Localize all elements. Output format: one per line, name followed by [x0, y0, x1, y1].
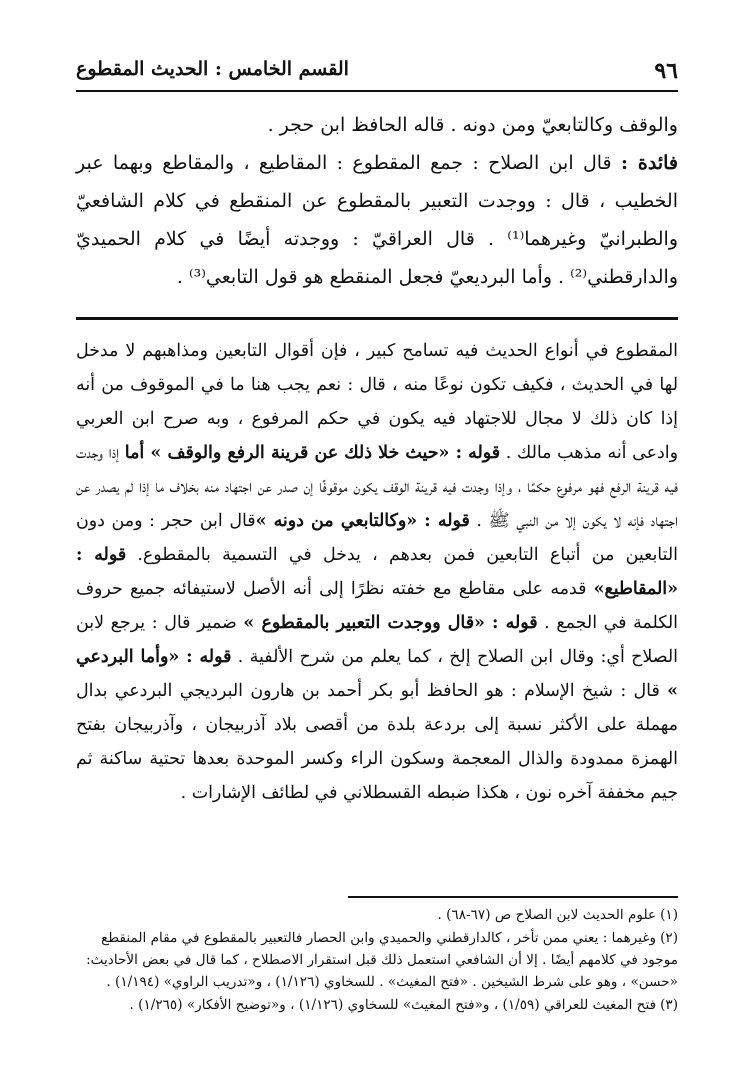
commentary-text: قدمه على مقاطع مع خفته نظرًا إلى أنه الأصل لاستيفائه جميع حروف الكلمة في الجمع . — [76, 579, 678, 633]
quoted-phrase: قوله : «وكالتابعي من دونه » — [255, 511, 470, 531]
footnotes — [76, 904, 678, 1016]
main-text — [76, 106, 678, 296]
section-divider — [76, 317, 678, 320]
commentary-paragraph — [76, 334, 678, 810]
commentary-text: المقطوع في أنواع الحديث فيه تسامح كبير ، فإن أقوال التابعين ومذاهبهم لا مدخل لها في الحديث ، فكيف تكون نوعًا منه ، قال : نعم يجب هنا ما في الموقوف من أنه إذا كان ذلك لا مجال للاجتهاد فيه يكون في حكم المرفوع ، وبه صرح ابن العربي وادعى أنه مذهب مالك . — [76, 341, 679, 463]
footnote-divider — [348, 896, 678, 898]
footnote-number: (٣) — [660, 997, 678, 1013]
running-title: القسم الخامس : الحديث المقطوع — [76, 58, 349, 80]
quoted-phrase: قوله : «قال ووجدت التعبير بالمقطوع » — [243, 613, 538, 633]
footnote-text: فتح المغيث للعراقي (١/٥٩) ، و«فتح المغيث» للسخاوي (١/١٢٦) ، و«توضيح الأفكار» (١/٢٦٥) . — [129, 997, 657, 1013]
page-number: ٩٦ — [654, 58, 678, 84]
footnote-text: علوم الحديث لابن الصلاح ص (٦٧-٦٨) . — [437, 907, 657, 923]
footnote-text: وغيرهما : يعني ممن تأخر ، كالدارقطني والحميدي وابن الحصار فالتعبير بالمقطوع في مقام المنقطع موجود في كلامهم أيضًا . إلا أن الشافعي استعمل ذلك قبل استقرار الاصطلاح ، كما قال في بعض الأحاديث: «حسن» ، وهو على شرط الشيخين . «فتح المغيث» . للسخاوي (١/١٢٦) ، و«تدريب الراوي» (١/١٩٤) . — [86, 930, 678, 990]
faida-label: فائدة : — [620, 152, 679, 174]
footnote — [76, 927, 678, 993]
commentary-text: قال : شيخ الإسلام : هو الحافظ أبو بكر أحمد بن هارون البرديجي البردعي بدال مهملة على الأكثر نسبة إلى بردعة بلدة من أقصى بلاد آذربيجان ، وآذربيجان بفتح الهمزة ممدودة والذال المعجمة وسكون الراء وكسر الموحدة بعدها تحتية ساكنة ثم جيم مخففة آخره نون ، هكذا ضبطه القسطلاني في لطائف الإشارات . — [76, 681, 678, 803]
footnote — [76, 904, 678, 926]
running-header — [76, 56, 678, 92]
faida-text: قال ابن الصلاح : جمع المقطوع : المقاطيع ، والمقاطع وبهما عبر الخطيب ، قال : ووجدت التعبير بالمقطوع عن المنقطع في كلام الشافعيّ والطبرانيّ وغيرهما⁽¹⁾ . قال العراقيّ : ووجدته أيضًا في كلام الحميديّ والدارقطني⁽²⁾ . وأما البرديعيّ فجعل المنقطع هو قول التابعي⁽³⁾ . — [76, 152, 679, 288]
commentary-text: إذا وجدت فيه قرينة الرفع فهو مرفوع حكمًا ، وإذا وجدت فيه قرينة الوقف يكون موقوفًا إن صدر عن اجتهاد منه بخلاف ما إذا لم يصدر عن اجتهاد فإنه لا يكون إلا من النبي ﷺ . — [76, 443, 678, 531]
quoted-phrase: قوله : «حيث خلا ذلك عن قرينة الرفع والوقف » أما — [124, 443, 501, 463]
main-paragraph — [76, 144, 678, 296]
main-paragraph: والوقف وكالتابعيّ ومن دونه . قاله الحافظ ابن حجر . — [267, 114, 678, 136]
quoted-phrase: قوله : «المقاطيع» — [76, 545, 678, 599]
commentary-text: ضمير قال : يرجع لابن الصلاح أي: وقال ابن الصلاح إلخ ، كما يعلم من شرح الألفية . — [76, 613, 678, 667]
footnote-number: (١) — [660, 907, 678, 923]
commentary-text: قال ابن حجر : ومن دون التابعين من أتباع التابعين فمن بعدهم ، يدخل في التسمية بالمقطوع. — [76, 511, 678, 565]
commentary-block — [76, 334, 678, 810]
footnote-number: (٢) — [660, 930, 678, 946]
quoted-phrase: قوله : «وأما البردعي » — [76, 647, 678, 701]
footnote — [76, 994, 678, 1016]
